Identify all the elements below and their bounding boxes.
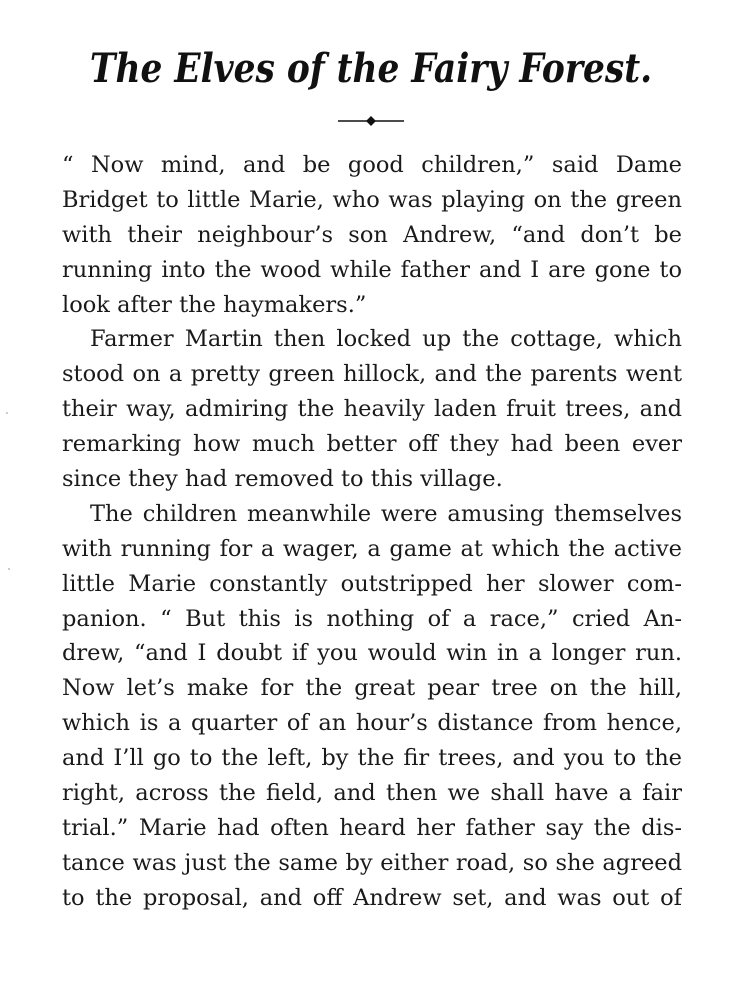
text-line: The children meanwhile were amusing themselves bbox=[90, 500, 682, 527]
chapter-title: The Elves of the Fairy Forest. bbox=[89, 45, 653, 92]
body-text bbox=[62, 148, 682, 916]
text-line: Bridget to little Marie, who was playing on the green bbox=[62, 186, 682, 213]
text-line: their way, admiring the heavily laden fruit trees, and bbox=[62, 396, 682, 423]
text-line: “ Now mind, and be good children,” said Dame bbox=[62, 152, 682, 178]
ornamental-rule-icon bbox=[336, 113, 406, 129]
text-line: tance was just the same by either road, so she agreed bbox=[62, 849, 682, 876]
text-line: with their neighbour’s son Andrew, “and don’t be bbox=[62, 221, 682, 248]
text-line: drew, “and I doubt if you would win in a longer run. bbox=[62, 640, 682, 667]
text-line: running into the wood while father and I are gone to bbox=[62, 256, 682, 283]
text-line: right, across the field, and then we shall have a fair bbox=[62, 780, 682, 807]
text-line: Now let’s make for the great pear tree on the hill, bbox=[62, 675, 682, 702]
text-line: to the proposal, and off Andrew set, and was out of bbox=[62, 884, 682, 911]
text-line: with running for a wager, a game at which the active bbox=[62, 535, 682, 562]
text-line: and I’ll go to the left, by the fir trees, and you to the bbox=[62, 745, 682, 772]
text-line: which is a quarter of an hour’s distance from hence, bbox=[62, 710, 682, 737]
margin-speck bbox=[8, 568, 10, 570]
text-line: look after the haymakers.” bbox=[62, 291, 367, 318]
text-line: Farmer Martin then locked up the cottage, which bbox=[90, 326, 682, 353]
text-line: since they had removed to this village. bbox=[62, 466, 503, 493]
text-line: little Marie constantly outstripped her slower com- bbox=[62, 570, 682, 597]
text-line: remarking how much better off they had been ever bbox=[62, 431, 682, 458]
margin-speck bbox=[6, 412, 8, 414]
text-line: trial.” Marie had often heard her father say the dis- bbox=[62, 814, 682, 841]
text-line: panion. “ But this is nothing of a race,” cried An- bbox=[62, 605, 682, 632]
text-line: stood on a pretty green hillock, and the parents went bbox=[62, 361, 682, 388]
